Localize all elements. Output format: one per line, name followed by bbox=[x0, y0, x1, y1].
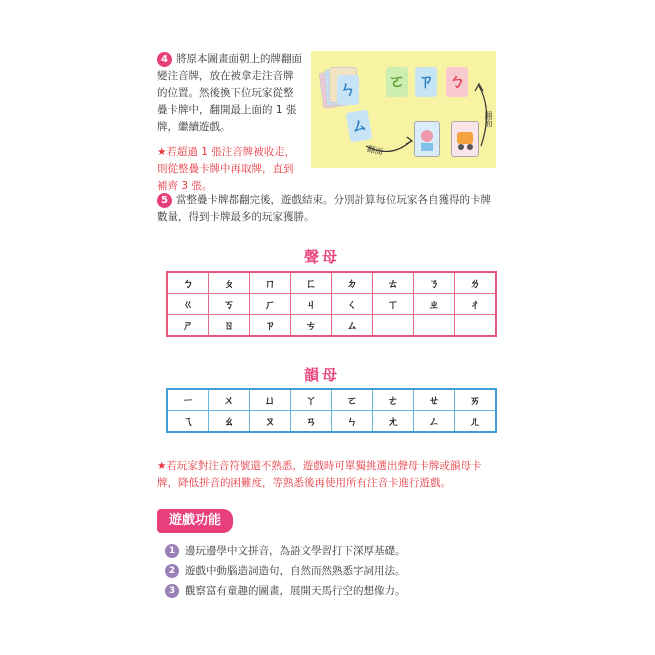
feature-text: 邊玩邊學中文拼音，為語文學習打下深厚基礎。 bbox=[185, 545, 406, 557]
table-cell: ㄓ bbox=[414, 294, 455, 315]
step-5-text: 當整疊卡牌都翻完後，遊戲結束。分別計算每位玩家各自獲得的卡牌數量，得到卡牌最多的玩家獲勝。 bbox=[157, 194, 491, 223]
table-cell: ㄞ bbox=[455, 389, 497, 411]
table-cell bbox=[455, 315, 497, 337]
table-row bbox=[167, 315, 496, 337]
card-zhuyin: ㄛ bbox=[386, 67, 408, 97]
flip-label: 翻面 bbox=[484, 111, 493, 127]
table-cell: ㄍ bbox=[167, 294, 209, 315]
table-cell: ㄊ bbox=[373, 272, 414, 294]
table-cell: ㄤ bbox=[373, 411, 414, 433]
table-cell: ㄥ bbox=[414, 411, 455, 433]
table-cell: ㄩ bbox=[250, 389, 291, 411]
card-zhuyin: ㄙ bbox=[346, 109, 373, 142]
table-cell: ㄏ bbox=[250, 294, 291, 315]
table-cell: ㄗ bbox=[250, 315, 291, 337]
table-cell: ㄝ bbox=[414, 389, 455, 411]
table-row bbox=[167, 272, 496, 294]
feature-number: 3 bbox=[165, 584, 179, 598]
feature-item bbox=[165, 563, 406, 578]
table-cell: ㄦ bbox=[455, 411, 497, 433]
table-cell: ㄕ bbox=[167, 315, 209, 337]
flip-label: 翻面 bbox=[366, 144, 384, 157]
table-cell: ㄢ bbox=[291, 411, 332, 433]
table-cell: ㄋ bbox=[414, 272, 455, 294]
step-5-number: 5 bbox=[157, 193, 172, 208]
table-cell: ㄆ bbox=[209, 272, 250, 294]
table-cell: ㄈ bbox=[291, 272, 332, 294]
table-row bbox=[167, 294, 496, 315]
table-cell bbox=[373, 315, 414, 337]
feature-text: 觀察富有童趣的圖畫，展開天馬行空的想像力。 bbox=[185, 585, 406, 597]
table-cell: ㄅ bbox=[167, 272, 209, 294]
card-zhuyin: ㄗ bbox=[415, 67, 437, 97]
step-4-number: 4 bbox=[157, 52, 172, 67]
table-row bbox=[167, 389, 496, 411]
initials-table bbox=[166, 271, 497, 337]
feature-number: 2 bbox=[165, 564, 179, 578]
table-cell: ㄟ bbox=[167, 411, 209, 433]
tip-note: ★若玩家對注音符號還不熟悉，遊戲時可單獨挑選出聲母卡牌或韻母卡牌，降低拼音的困難度，等熟悉後再使用所有注音卡進行遊戲。 bbox=[157, 460, 482, 489]
table-cell: ㄠ bbox=[209, 411, 250, 433]
step-4 bbox=[157, 51, 302, 195]
table-cell: ㄣ bbox=[332, 411, 373, 433]
feature-item bbox=[165, 543, 406, 558]
game-illustration bbox=[311, 51, 496, 168]
table-cell: ㄖ bbox=[209, 315, 250, 337]
table-cell: ㄑ bbox=[332, 294, 373, 315]
table-cell: ㄛ bbox=[332, 389, 373, 411]
table-cell: ㄡ bbox=[250, 411, 291, 433]
table-cell: ㄘ bbox=[291, 315, 332, 337]
table-cell: ㄧ bbox=[167, 389, 209, 411]
card-zhuyin: ㄅ bbox=[446, 67, 468, 97]
table-cell: ㄨ bbox=[209, 389, 250, 411]
finals-table bbox=[166, 388, 497, 433]
initials-title: 聲母 bbox=[303, 248, 340, 266]
table-cell bbox=[414, 315, 455, 337]
table-row bbox=[167, 411, 496, 433]
table-cell: ㄉ bbox=[332, 272, 373, 294]
table-cell: ㄚ bbox=[291, 389, 332, 411]
table-cell: ㄔ bbox=[455, 294, 497, 315]
card-zhuyin: ㄣ bbox=[337, 75, 359, 105]
table-cell: ㄙ bbox=[332, 315, 373, 337]
step-5 bbox=[157, 192, 497, 226]
table-cell: ㄐ bbox=[291, 294, 332, 315]
table-cell: ㄌ bbox=[455, 272, 497, 294]
table-cell: ㄇ bbox=[250, 272, 291, 294]
table-cell: ㄜ bbox=[373, 389, 414, 411]
step-4-text: 將原本圖畫面朝上的牌翻面變注音牌，放在被拿走注音牌的位置。然後換下位玩家從整疊卡牌中，翻開最上面的 1 張牌，繼續遊戲。 bbox=[157, 53, 302, 133]
feature-text: 遊戲中動腦造詞造句，自然而然熟悉字詞用法。 bbox=[185, 565, 406, 577]
table-cell: ㄒ bbox=[373, 294, 414, 315]
finals-title: 韻母 bbox=[303, 366, 340, 384]
flip-arrows bbox=[311, 51, 496, 168]
table-cell: ㄎ bbox=[209, 294, 250, 315]
step-4-warning: ★若超過 1 張注音牌被收走，則從整疊卡牌中再取牌，直到補齊 3 張。 bbox=[157, 146, 296, 192]
feature-number: 1 bbox=[165, 544, 179, 558]
feature-item bbox=[165, 583, 406, 598]
features-title: 遊戲功能 bbox=[157, 509, 233, 533]
